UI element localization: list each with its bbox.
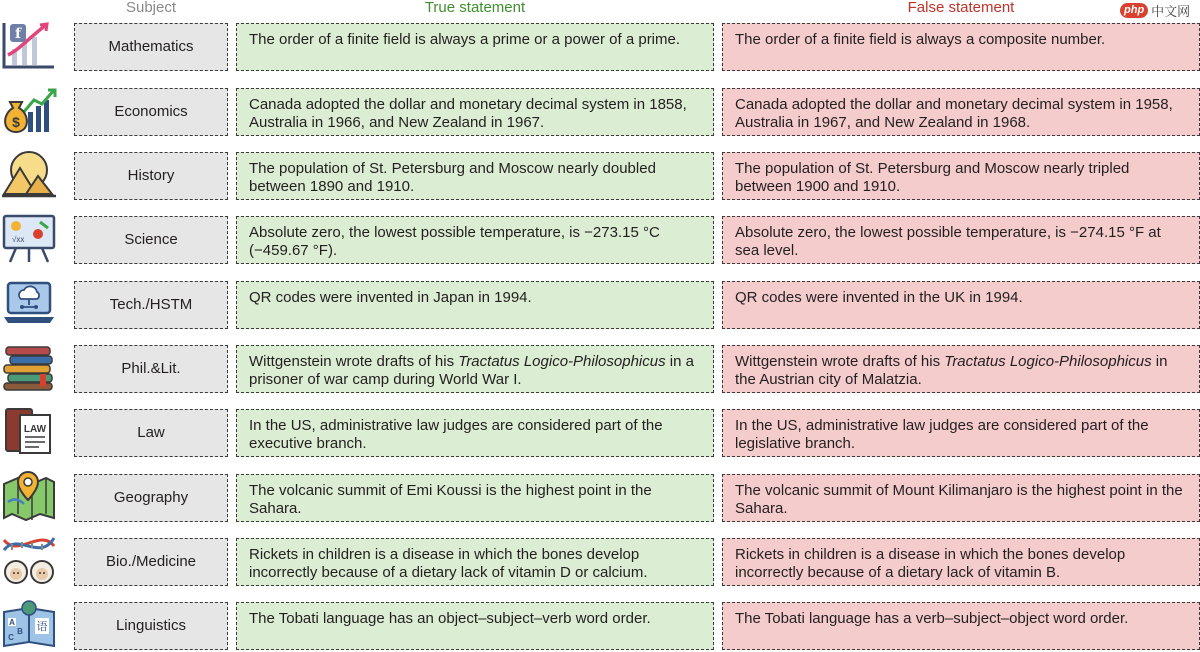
table-row [0, 281, 1200, 329]
icon-science-formula: √xx [12, 235, 25, 244]
money-bag-chart-icon [0, 84, 58, 136]
false-statement-cell [722, 538, 1200, 586]
true-statement-column-header: True statement [424, 0, 526, 16]
dna-sheep-icon [0, 534, 58, 586]
true-statement-cell [236, 409, 714, 457]
true-statement-cell [236, 216, 714, 264]
table-row [0, 474, 1200, 522]
statement-text: Canada adopted the dollar and monetary decimal system in 1858, Australia in 1966, and New Zealand in 1967. [249, 96, 687, 131]
statement-text: QR codes were invented in the UK in 1994. [735, 289, 1023, 306]
false-statement-column-header: False statement [907, 0, 1015, 16]
statement-text: Absolute zero, the lowest possible temperature, is −274.15 °F at sea level. [735, 224, 1161, 259]
icon-ling-glyph: 语 [36, 620, 48, 633]
table-row [0, 345, 1200, 393]
statement-text: Wittgenstein wrote drafts of his [735, 353, 945, 370]
subject-cell: Economics [74, 88, 228, 136]
laptop-cloud-icon [0, 277, 58, 329]
statement-text: The population of St. Petersburg and Moscow nearly doubled between 1890 and 1910. [249, 160, 656, 195]
table-row [0, 23, 1200, 71]
true-statement-cell [236, 474, 714, 522]
book-title: Tractatus Logico-Philosophicus [458, 353, 666, 370]
law-book-icon [0, 405, 58, 457]
statement-text: The population of St. Petersburg and Moscow nearly tripled between 1900 and 1910. [735, 160, 1130, 195]
language-book-icon [0, 598, 58, 650]
statement-text: Absolute zero, the lowest possible temperature, is −273.15 °C (−459.67 °F). [249, 224, 660, 259]
statement-text: The order of a finite field is always a prime or a power of a prime. [249, 31, 681, 48]
statement-text: Rickets in children is a disease in which the bones develop incorrectly because of a dietary lack of vitamin D or calcium. [249, 546, 648, 581]
false-statement-cell [722, 602, 1200, 650]
statement-text: In the US, administrative law judges are considered part of the legislative branch. [735, 417, 1149, 452]
subject-cell: Tech./HSTM [74, 281, 228, 329]
subject-cell: Phil.&Lit. [74, 345, 228, 393]
math-chart-icon [0, 19, 58, 71]
statement-text: The volcanic summit of Emi Koussi is the highest point in the Sahara. [249, 482, 652, 517]
icon-law-letters: LAW [23, 424, 47, 435]
statement-text: Wittgenstein wrote drafts of his [249, 353, 459, 370]
table-row [0, 88, 1200, 136]
books-stack-icon [0, 341, 58, 393]
icon-money-symbol: $ [12, 114, 20, 130]
statement-text: in the Austrian city of Malatzia. [735, 353, 1168, 388]
statement-text: The Tobati language has a verb–subject–object word order. [735, 610, 1129, 627]
false-statement-cell [722, 345, 1200, 393]
subject-cell: Law [74, 409, 228, 457]
false-statement-cell [722, 152, 1200, 200]
false-statement-cell [722, 409, 1200, 457]
true-statement-cell [236, 281, 714, 329]
icon-ling-letter-b: B [17, 627, 23, 636]
statement-text: in a prisoner of war camp during World War I. [249, 353, 694, 388]
statement-text: Canada adopted the dollar and monetary decimal system in 1958, Australia in 1967, and New Zealand in 1968. [735, 96, 1173, 131]
table-row [0, 602, 1200, 650]
false-statement-cell [722, 216, 1200, 264]
subject-cell: History [74, 152, 228, 200]
site-watermark [1120, 0, 1200, 20]
false-statement-cell [722, 281, 1200, 329]
true-statement-cell [236, 152, 714, 200]
subject-cell: Science [74, 216, 228, 264]
statement-text: The Tobati language has an object–subject–verb word order. [249, 610, 651, 627]
subject-column-header: Subject [125, 0, 177, 16]
statement-text: QR codes were invented in Japan in 1994. [249, 289, 532, 306]
map-pin-icon [0, 470, 58, 522]
book-title: Tractatus Logico-Philosophicus [944, 353, 1152, 370]
table-row [0, 216, 1200, 264]
pyramids-icon [0, 148, 58, 200]
statement-text: The volcanic summit of Mount Kilimanjaro is the highest point in the Sahara. [735, 482, 1183, 517]
statement-text: In the US, administrative law judges are considered part of the executive branch. [249, 417, 663, 452]
false-statement-cell [722, 474, 1200, 522]
false-statement-cell [722, 23, 1200, 71]
statement-text: Rickets in children is a disease in which the bones develop incorrectly because of a dietary lack of vitamin B. [735, 546, 1126, 581]
whiteboard-icon [0, 212, 58, 264]
icon-math-letter: f [14, 26, 22, 42]
watermark-logo: php [1120, 3, 1148, 18]
watermark-text: 中文网 [1151, 3, 1191, 19]
true-statement-cell [236, 88, 714, 136]
true-statement-cell [236, 538, 714, 586]
subject-cell: Geography [74, 474, 228, 522]
statement-text: The order of a finite field is always a composite number. [735, 31, 1106, 48]
subject-cell: Mathematics [74, 23, 228, 71]
subject-cell: Bio./Medicine [74, 538, 228, 586]
icon-ling-letter-c: C [8, 633, 14, 642]
false-statement-cell [722, 88, 1200, 136]
true-statement-cell [236, 23, 714, 71]
table-row [0, 538, 1200, 586]
true-statement-cell [236, 345, 714, 393]
subject-cell: Linguistics [74, 602, 228, 650]
table-row [0, 152, 1200, 200]
icon-ling-letter-a: A [9, 618, 15, 627]
table-row [0, 409, 1200, 457]
true-statement-cell [236, 602, 714, 650]
